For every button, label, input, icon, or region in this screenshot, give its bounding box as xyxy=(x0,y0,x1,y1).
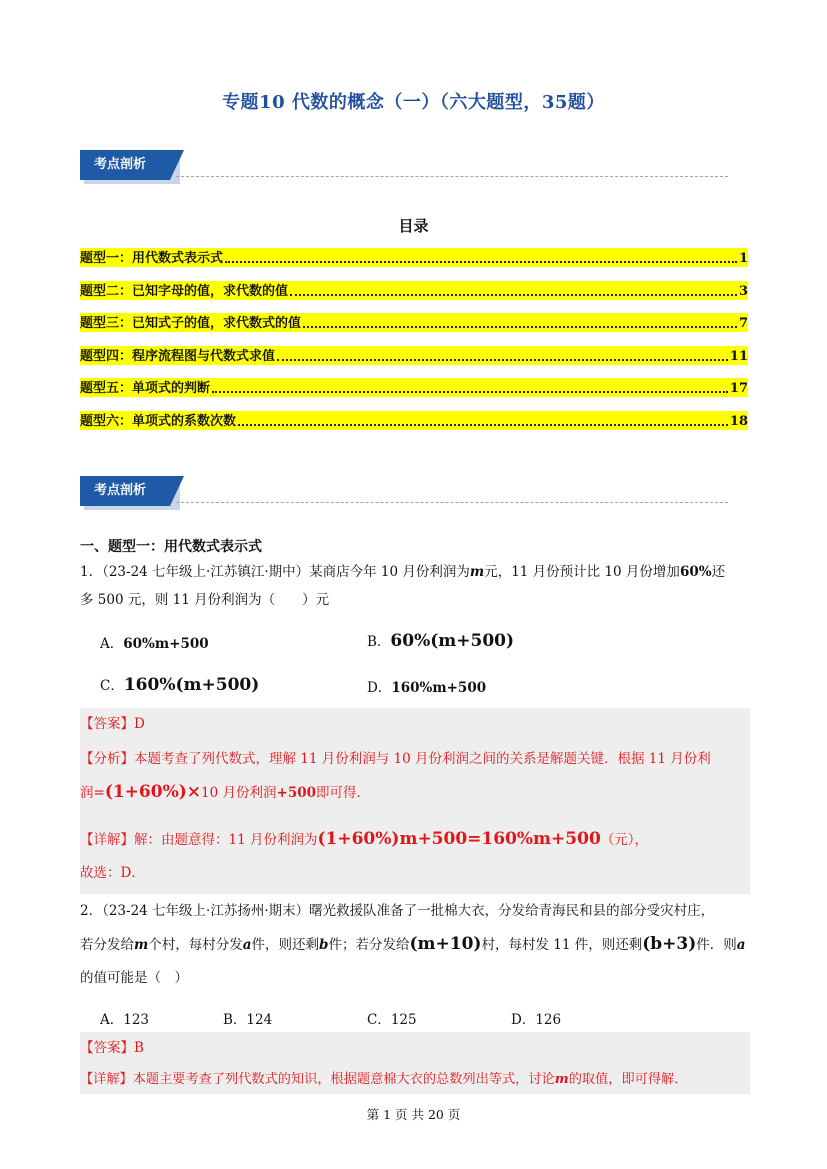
toc-item-page: 3 xyxy=(738,284,748,299)
toc-heading: 目录 xyxy=(398,217,429,235)
q2-option-c[interactable]: C．125 xyxy=(367,1012,417,1028)
analysis-text: 10 月份利润 xyxy=(201,785,277,801)
answer-value: B xyxy=(134,1040,144,1056)
q1-option-c[interactable] xyxy=(100,674,259,695)
q2-var: m xyxy=(134,937,149,953)
q1-var-m: m xyxy=(469,564,485,580)
q1-option-a[interactable] xyxy=(100,632,209,652)
detail-tag: 【详解】 xyxy=(80,1072,133,1087)
detail-tag: 【详解】 xyxy=(80,832,134,848)
q2-answer xyxy=(80,1034,750,1062)
q1-text: 元，11 月份预计比 10 月份增加 xyxy=(484,564,680,580)
toc-item[interactable] xyxy=(80,281,748,300)
toc-item[interactable] xyxy=(80,411,748,430)
q2-text: 个村，每村分发 xyxy=(148,937,243,953)
toc-item-label: 题型四：程序流程图与代数式求值 xyxy=(80,349,276,364)
q2-text: 件；若分发给 xyxy=(328,937,410,953)
toc-leader xyxy=(238,424,728,426)
q2-var: a xyxy=(242,937,252,953)
section-header-1 xyxy=(80,150,728,182)
q1-text: 1．（23-24 七年级上·江苏镇江·期中）某商店今年 10 月份利润为 xyxy=(80,564,470,580)
option-expr: 60%(m+500) xyxy=(390,631,515,651)
q2-text: 2．（23-24 七年级上·江苏扬州·期末）曙光救援队准备了一批棉大衣，分发给青海民和县的部分受灾村庄， xyxy=(80,903,715,919)
q1-option-d[interactable] xyxy=(367,676,486,696)
q2-detail xyxy=(80,1066,750,1094)
option-label: B． xyxy=(367,634,391,650)
section-divider xyxy=(176,502,728,503)
detail-text: 解：由题意得：11 月份利润为 xyxy=(134,832,318,848)
toc-leader xyxy=(290,294,737,296)
section-label: 考点剖析 xyxy=(80,150,170,180)
q1-text: 还 xyxy=(711,564,726,580)
detail-var: m xyxy=(554,1072,569,1087)
option-label: D． xyxy=(367,680,392,696)
q2-expr: (b+3) xyxy=(642,934,697,954)
answer-tag: 【答案】 xyxy=(80,716,134,732)
toc-item[interactable] xyxy=(80,248,748,267)
detail-text: 故选：D． xyxy=(80,865,145,881)
section-divider xyxy=(176,176,728,177)
q2-expr: (m+10) xyxy=(409,934,482,954)
q1-option-b[interactable] xyxy=(367,630,514,651)
toc-leader xyxy=(303,326,737,328)
q1-text: 多 500 元，则 11 月份利润为（ ）元 xyxy=(80,592,330,608)
option-expr: 160%(m+500) xyxy=(123,675,260,695)
toc-item-page: 11 xyxy=(729,349,748,364)
option-expr: 60%m+500 xyxy=(123,636,209,652)
q2-text: 件，则还剩 xyxy=(251,937,320,953)
q1-stem xyxy=(80,558,750,614)
toc-leader xyxy=(212,391,728,393)
toc-item-label: 题型五：单项式的判断 xyxy=(80,381,211,396)
q2-text: 的值可能是（ ） xyxy=(80,970,188,986)
q1-analysis xyxy=(80,743,750,810)
section-heading: 一、题型一：用代数式表示式 xyxy=(80,539,262,555)
answer-value: D xyxy=(134,716,145,732)
detail-text: 的取值，即可得解． xyxy=(568,1072,688,1087)
toc-item[interactable] xyxy=(80,313,748,332)
option-expr: 160%m+500 xyxy=(391,680,487,696)
toc-item-page: 7 xyxy=(738,316,748,331)
q2-var: b xyxy=(319,937,329,953)
analysis-tag: 【分析】 xyxy=(80,751,134,767)
toc-item-page: 17 xyxy=(729,381,748,396)
toc-item[interactable] xyxy=(80,378,748,397)
answer-tag: 【答案】 xyxy=(80,1040,134,1056)
q2-text: 村，每村发 11 件，则还剩 xyxy=(481,937,643,953)
document-title: 专题10 代数的概念（一）（六大题型，35题） xyxy=(222,92,605,113)
q1-detail xyxy=(80,823,750,890)
analysis-text: 润= xyxy=(80,785,105,801)
toc-item-label: 题型一：用代数式表示式 xyxy=(80,251,224,266)
toc-leader xyxy=(225,261,737,263)
q2-stem xyxy=(80,895,750,995)
section-header-2 xyxy=(80,476,728,508)
section-label: 考点剖析 xyxy=(80,476,170,506)
q2-option-b[interactable]: B．124 xyxy=(223,1012,273,1028)
q2-text: 件．则 xyxy=(696,937,737,953)
page-footer: 第 1 页 共 20 页 xyxy=(366,1107,461,1122)
q2-option-a[interactable]: A．123 xyxy=(100,1012,150,1028)
option-label: C． xyxy=(100,678,124,694)
analysis-text: 即可得． xyxy=(316,785,371,801)
q1-pct: 60% xyxy=(679,564,712,580)
toc-item-page: 1 xyxy=(738,251,748,266)
q2-option-d[interactable]: D．126 xyxy=(511,1012,562,1028)
analysis-text: 本题考查了列代数式，理解 11 月份利润与 10 月份利润之间的关系是解题关键．根据 11 月份利 xyxy=(134,751,711,767)
toc-item-label: 题型三：已知式子的值，求代数式的值 xyxy=(80,316,302,331)
detail-expr: (1+60%)m+500=160%m+500 xyxy=(317,829,601,849)
q1-answer xyxy=(80,710,750,738)
toc-item-label: 题型二：已知字母的值，求代数的值 xyxy=(80,284,289,299)
toc-item-page: 18 xyxy=(729,414,748,429)
toc-item[interactable] xyxy=(80,346,748,365)
option-label: A． xyxy=(100,636,124,652)
q2-text: 若分发给 xyxy=(80,937,134,953)
analysis-expr: (1+60%)× xyxy=(104,782,202,802)
toc-item-label: 题型六：单项式的系数次数 xyxy=(80,414,237,429)
detail-text: 本题主要考查了列代数式的知识，根据题意棉大衣的总数列出等式，讨论 xyxy=(132,1072,555,1087)
q2-var: a xyxy=(736,937,746,953)
detail-text: （元）， xyxy=(600,832,649,848)
analysis-expr: +500 xyxy=(276,785,317,801)
toc-leader xyxy=(277,359,728,361)
